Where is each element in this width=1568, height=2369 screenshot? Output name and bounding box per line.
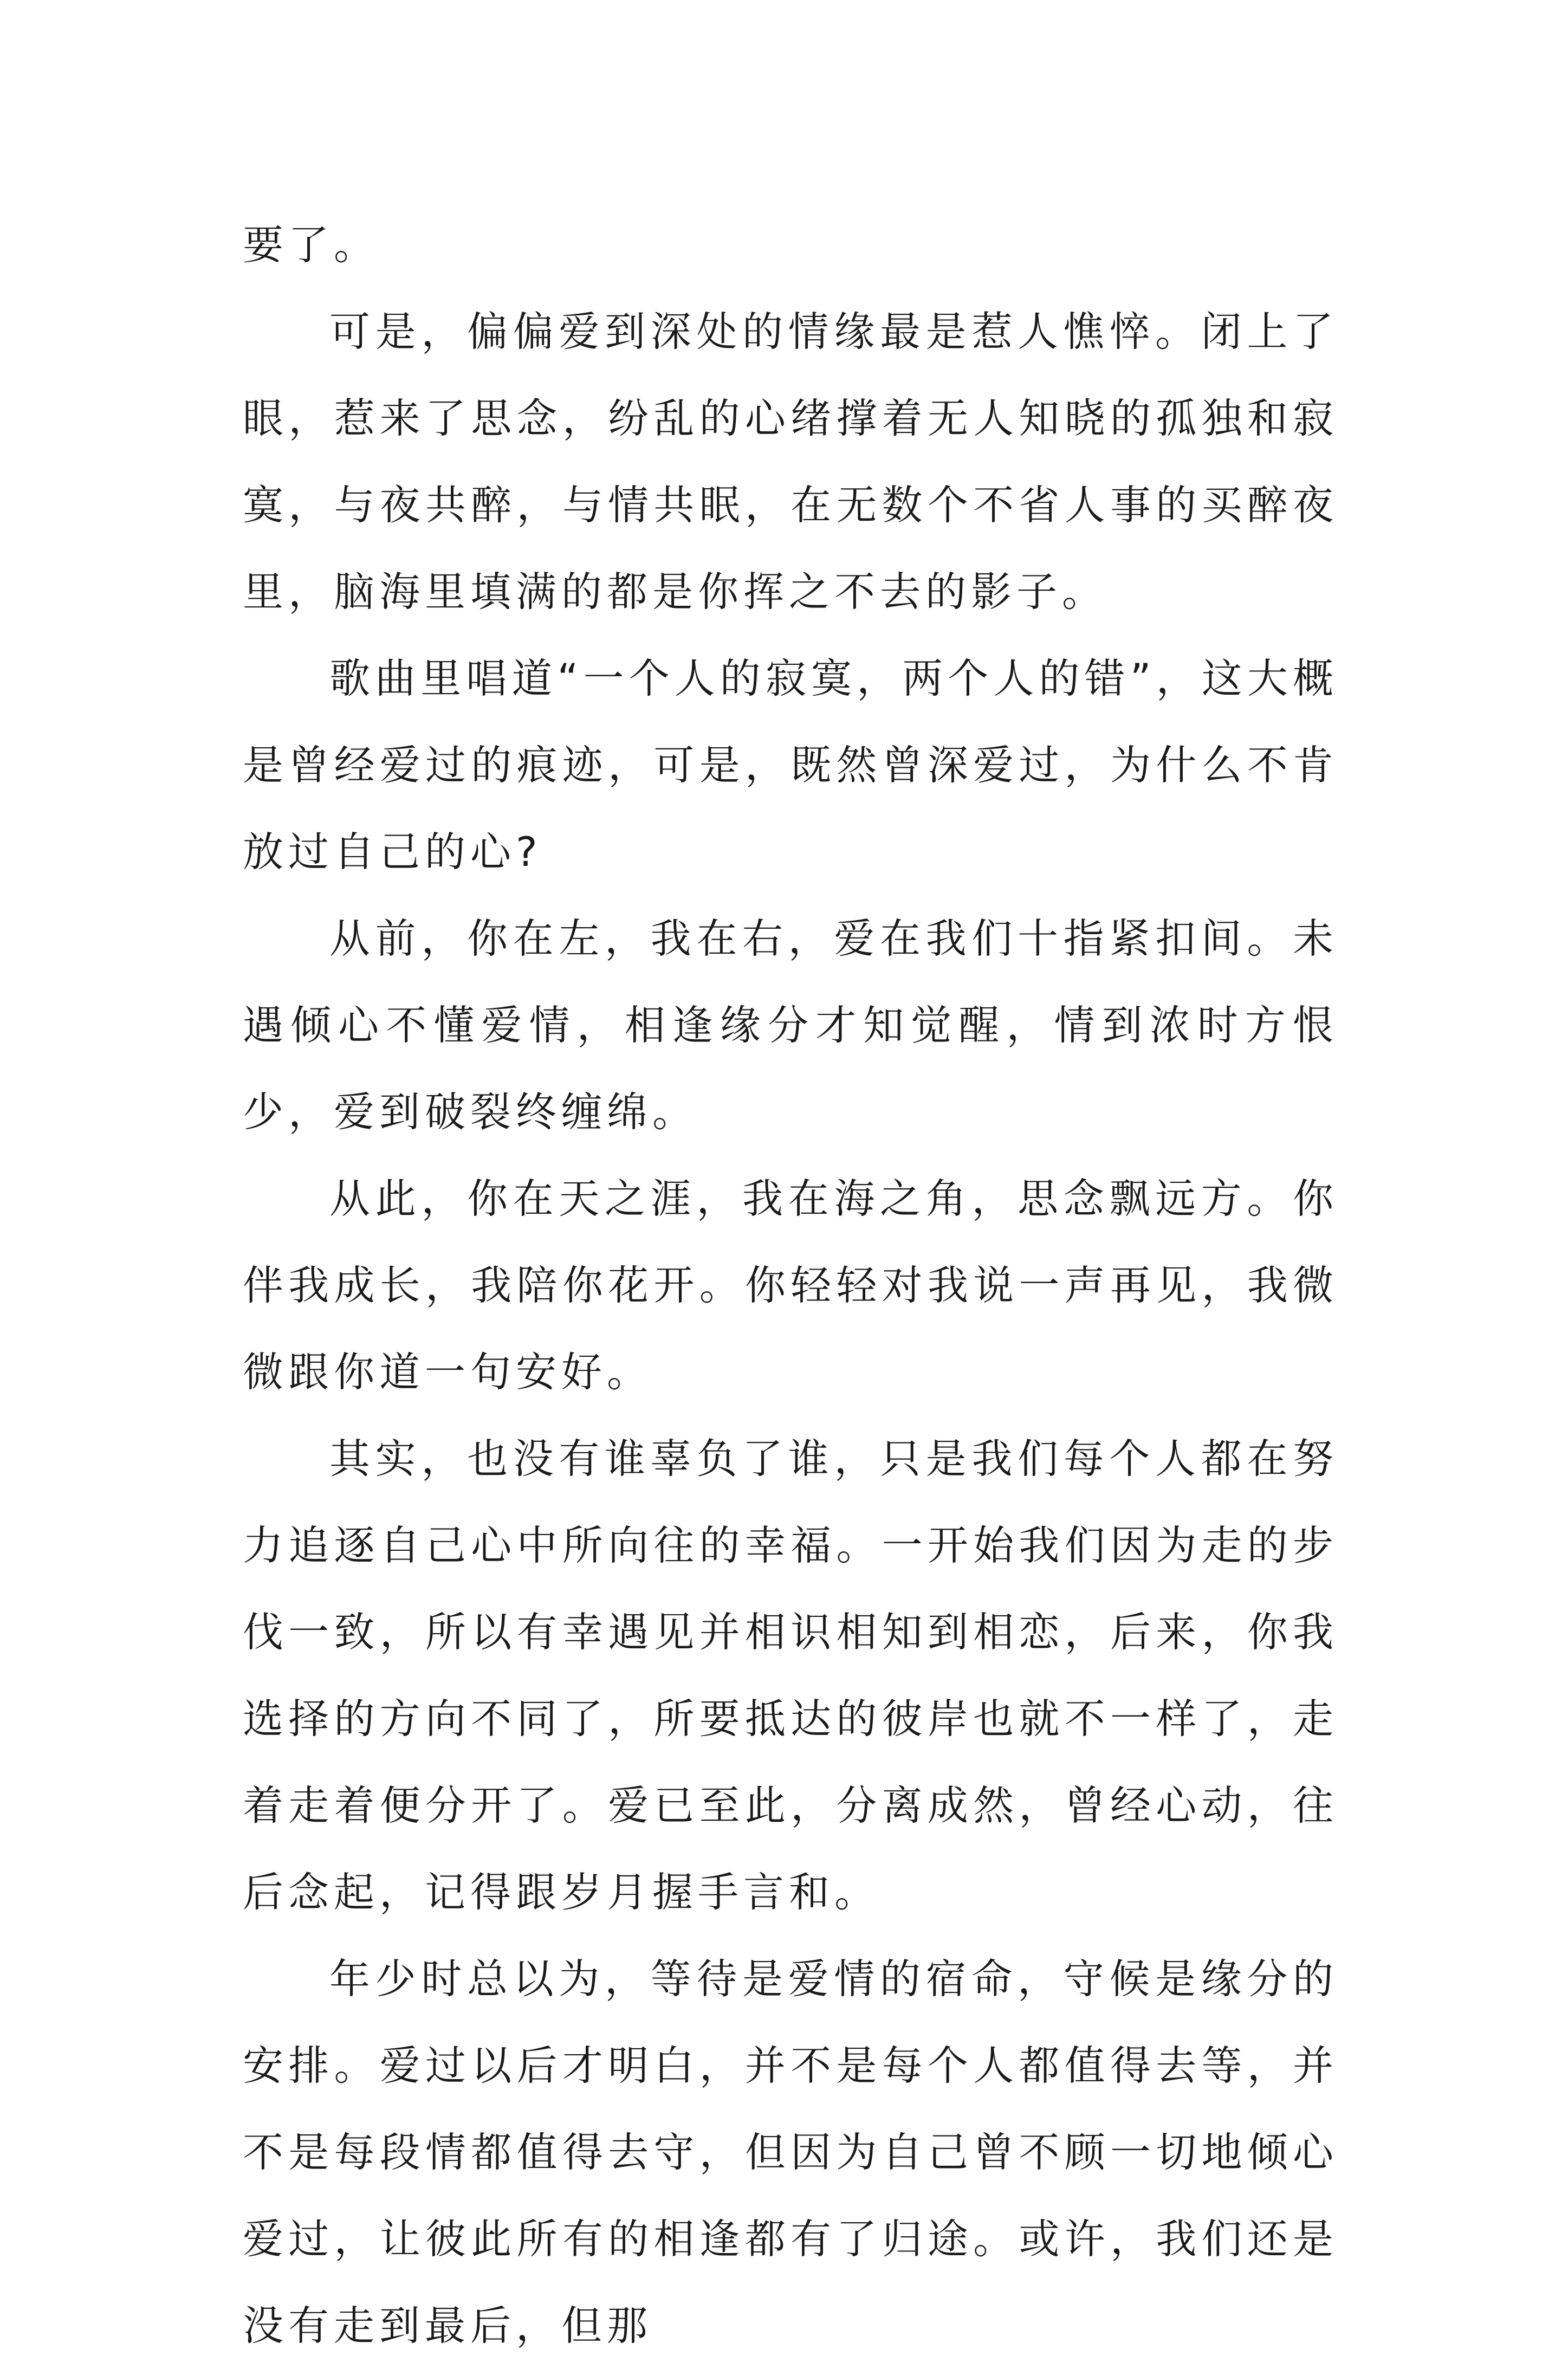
paragraph-5: 从此，你在天之涯，我在海之角，思念飘远方。你伴我成长，我陪你花开。你轻轻对我说一声再见，我微微跟你道一句安好。: [243, 1175, 1338, 1396]
paragraph-7: 年少时总以为，等待是爱情的宿命，守候是缘分的安排。爱过以后才明白，并不是每个人都值得去等，并不是每段情都值得去守，但因为自己曾不顾一切地倾心爱过，让彼此所有的相逢都有了归途。或许，我们还是没有走到最后，但那: [243, 1955, 1338, 2349]
paragraph-3: 歌曲里唱道“一个人的寂寞，两个人的错”，这大概是曾经爱过的痕迹，可是，既然曾深爱过，为什么不肯放过自己的心?: [243, 655, 1338, 876]
paragraph-1: 要了。: [243, 221, 380, 269]
paragraph-6: 其实，也没有谁辜负了谁，只是我们每个人都在努力追逐自己心中所向往的幸福。一开始我们因为走的步伐一致，所以有幸遇见并相识相知到相恋，后来，你我选择的方向不同了，所要抵达的彼岸也就不一样了，走着走着便分开了。爱已至此，分离成然，曾经心动，往后念起，记得跟岁月握手言和。: [243, 1435, 1338, 1916]
paragraph-4: 从前，你在左，我在右，爱在我们十指紧扣间。未遇倾心不懂爱情，相逢缘分才知觉醒，情到浓时方恨少，爱到破裂终缠绵。: [243, 915, 1338, 1136]
body-text: [243, 202, 1338, 2369]
paragraph-2: 可是，偏偏爱到深处的情缘最是惹人憔悴。闭上了眼，惹来了思念，纷乱的心绪撑着无人知晓的孤独和寂寞，与夜共醉，与情共眠，在无数个不省人事的买醉夜里，脑海里填满的都是你挥之不去的影子。: [243, 308, 1338, 616]
